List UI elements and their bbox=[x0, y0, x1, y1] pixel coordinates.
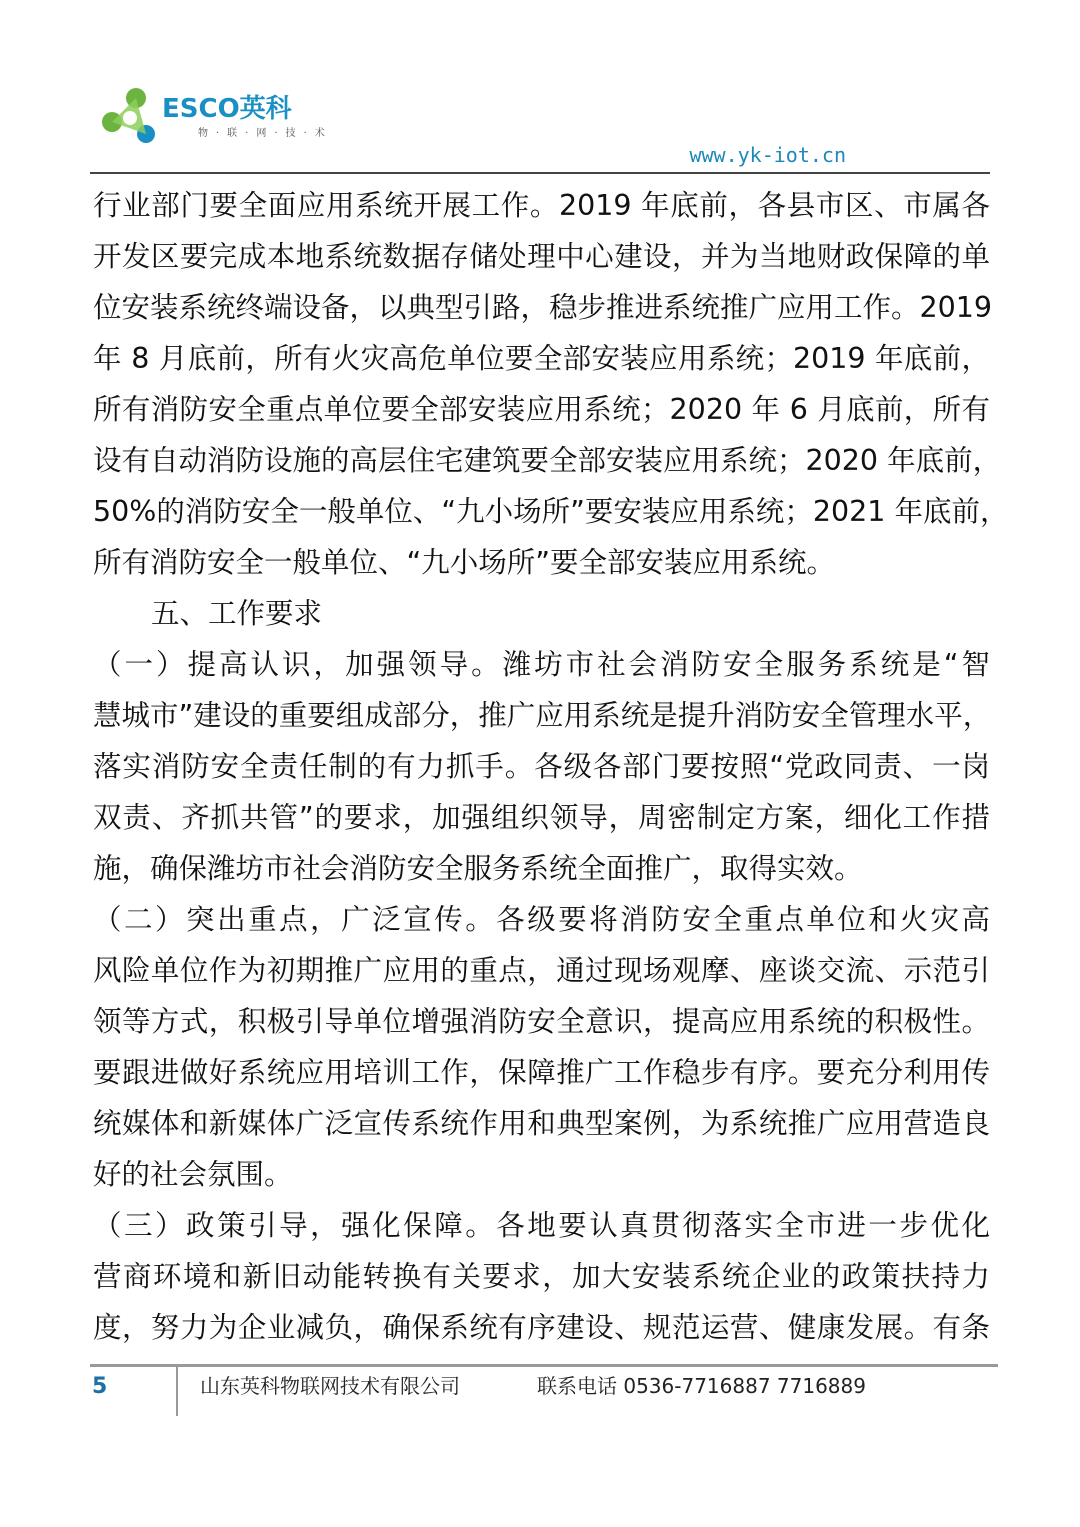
text-line: 风险单位作为初期推广应用的重点，通过现场观摩、座谈交流、示范引 bbox=[93, 954, 990, 987]
footer-company: 山东英科物联网技术有限公司 bbox=[200, 1374, 460, 1398]
text-line: （二）突出重点，广泛宣传。各级要将消防安全重点单位和火灾高 bbox=[93, 903, 990, 936]
footer-phone: 联系电话 0536-7716887 7716889 bbox=[537, 1374, 866, 1398]
header-divider bbox=[90, 172, 990, 174]
text-line: 要跟进做好系统应用培训工作，保障推广工作稳步有序。要充分利用传 bbox=[93, 1056, 990, 1089]
paragraph-3 bbox=[93, 894, 990, 1200]
text-line: 施，确保潍坊市社会消防安全服务系统全面推广，取得实效。 bbox=[93, 852, 863, 885]
text-line: （一）提高认识，加强领导。潍坊市社会消防安全服务系统是“智 bbox=[93, 648, 990, 681]
text-line: 统媒体和新媒体广泛宣传系统作用和典型案例，为系统推广应用营造良 bbox=[93, 1107, 990, 1140]
text-line: 好的社会氛围。 bbox=[93, 1158, 293, 1191]
logo-text: ESCO英科 bbox=[162, 94, 292, 124]
footer-vertical-divider bbox=[176, 1366, 178, 1416]
text-line: 位安装系统终端设备，以典型引路，稳步推进系统推广应用工作。2019 bbox=[93, 291, 993, 324]
logo-molecule-icon bbox=[100, 86, 164, 148]
footer-divider bbox=[90, 1364, 998, 1367]
paragraph-1 bbox=[93, 180, 1009, 588]
text-line: 行业部门要全面应用系统开展工作。2019 年底前，各县市区、市属各 bbox=[93, 189, 990, 222]
paragraph-2 bbox=[93, 639, 990, 894]
text-line: 营商环境和新旧动能转换有关要求，加大安装系统企业的政策扶持力 bbox=[93, 1260, 990, 1293]
text-line: 设有自动消防设施的高层住宅建筑要全部安装应用系统；2020 年底前， bbox=[93, 444, 1002, 477]
page-header bbox=[0, 0, 1080, 175]
section-heading: 五、工作要求 bbox=[151, 597, 323, 630]
text-line: 落实消防安全责任制的有力抓手。各级各部门要按照“党政同责、一岗 bbox=[93, 750, 990, 783]
text-line: 开发区要完成本地系统数据存储处理中心建设，并为当地财政保障的单 bbox=[93, 240, 990, 273]
text-line: 年 8 月底前，所有火灾高危单位要全部安装应用系统；2019 年底前， bbox=[93, 342, 990, 375]
paragraph-4 bbox=[93, 1200, 990, 1353]
text-line: 所有消防安全一般单位、“九小场所”要全部安装应用系统。 bbox=[93, 546, 836, 579]
text-line: 50%的消防安全一般单位、“九小场所”要安装应用系统；2021 年底前， bbox=[93, 495, 1009, 528]
text-line: 所有消防安全重点单位要全部安装应用系统；2020 年 6 月底前，所有 bbox=[93, 393, 990, 426]
logo-subtitle: 物·联·网·技·术 bbox=[198, 128, 333, 139]
page-number: 5 bbox=[92, 1374, 108, 1399]
text-line: 慧城市”建设的重要组成部分，推广应用系统是提升消防安全管理水平， bbox=[93, 699, 992, 732]
company-logo bbox=[100, 86, 333, 148]
text-line: 度，努力为企业减负，确保系统有序建设、规范运营、健康发展。有条 bbox=[93, 1311, 990, 1344]
website-url: www.yk-iot.cn bbox=[689, 143, 846, 167]
text-line: （三）政策引导，强化保障。各地要认真贯彻落实全市进一步优化 bbox=[93, 1209, 990, 1242]
text-line: 领等方式，积极引导单位增强消防安全意识，提高应用系统的积极性。 bbox=[93, 1005, 990, 1038]
text-line: 双责、齐抓共管”的要求，加强组织领导，周密制定方案，细化工作措 bbox=[93, 801, 990, 834]
document-body bbox=[93, 180, 1009, 1353]
